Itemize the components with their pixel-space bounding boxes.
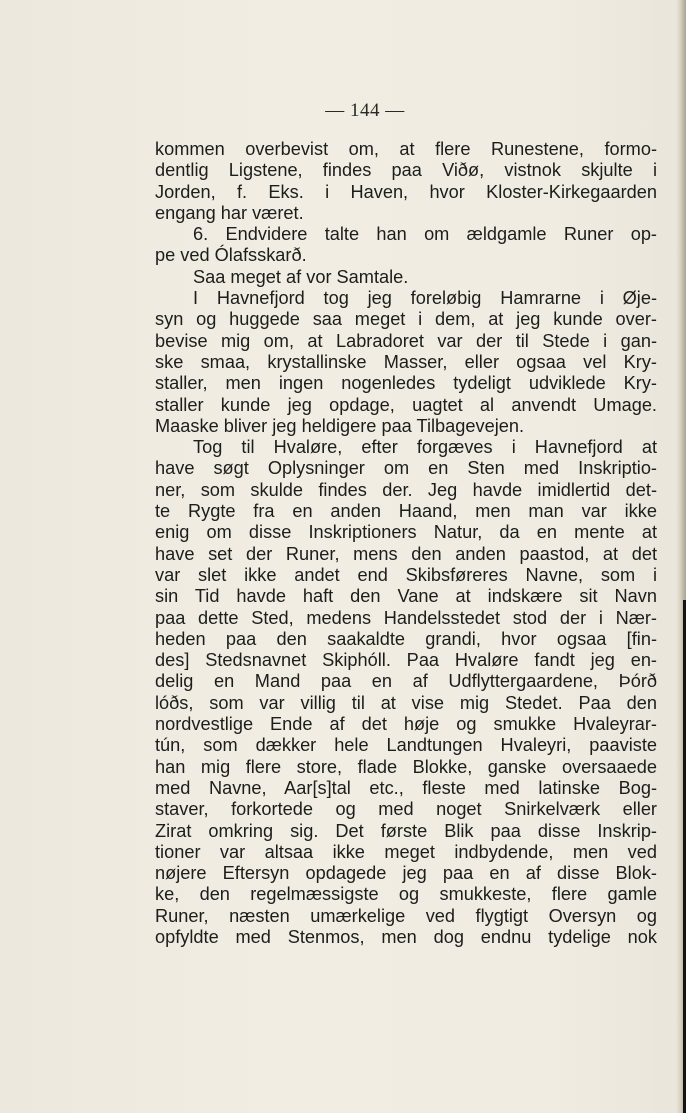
text-line: enig om disse Inskriptioners Natur, da en mente at [155, 522, 657, 543]
text-line: des] Stedsnavnet Skiphóll. Paa Hvaløre fandt jeg en- [155, 650, 657, 671]
text-line: ke, den regelmæssigste og smukkeste, flere gamle [155, 884, 657, 905]
text-line: I Havnefjord tog jeg foreløbig Hamrarne i Øje- [193, 288, 657, 309]
text-line: Saa meget af vor Samtale. [193, 266, 409, 287]
text-line: staller kunde jeg opdage, uagtet al anvendt Umage. [155, 394, 657, 415]
text-line: Jorden, f. Eks. i Haven, hvor Kloster-Kirkegaarden [155, 181, 657, 202]
text-line: nøjere Eftersyn opdagede jeg paa en af disse Blok- [155, 863, 657, 884]
text-line: kommen overbevist om, at flere Runestene, formo- [155, 139, 657, 159]
text-line: sin Tid havde haft den Vane at indskære sit Navn [155, 586, 657, 607]
text-line: med Navne, Aar[s]tal etc., fleste med latinske Bog- [155, 777, 657, 798]
text-line: paa dette Sted, medens Handelsstedet stod der i Nær- [155, 607, 657, 628]
text-line: bevise mig om, at Labradoret var der til Stede i gan- [155, 330, 657, 351]
text-line: opfyldte med Stenmos, men dog endnu tydelige nok [155, 926, 657, 947]
page-number: — 144 — [325, 100, 405, 121]
text-line: staller, men ingen nogenledes tydeligt udviklede Kry- [155, 373, 657, 394]
text-line: ner, som skulde findes der. Jeg havde imidlertid det- [155, 479, 657, 500]
text-line: Maaske bliver jeg heldigere paa Tilbagevejen. [155, 415, 525, 436]
text-line: pe ved Ólafsskarð. [155, 245, 307, 266]
text-line: engang har været. [155, 202, 304, 223]
text-line: delig en Mand paa en af Udflyttergaardene, Þórð [155, 671, 657, 692]
text-line: lóðs, som var villig til at vise mig Stedet. Paa den [155, 692, 657, 713]
text-line: var slet ikke andet end Skibsføreres Navne, som i [155, 564, 657, 585]
text-line: heden paa den saakaldte grandi, hvor ogsaa [fin- [155, 628, 657, 649]
text-line: ske smaa, krystallinske Masser, eller ogsaa vel Kry- [155, 351, 657, 372]
text-line: have søgt Oplysninger om en Sten med Inskriptio- [155, 458, 657, 479]
text-line: staver, forkortede og med noget Snirkelværk eller [155, 799, 657, 820]
text-line: Runer, næsten umærkelige ved flygtigt Oversyn og [155, 905, 657, 926]
body-text [155, 139, 657, 948]
text-line: te Rygte fra en anden Haand, men man var ikke [155, 501, 657, 522]
text-line: tioner var altsaa ikke meget indbydende, men ved [155, 841, 657, 862]
text-line: han mig flere store, flade Blokke, ganske oversaaede [155, 756, 657, 777]
text-line: 6. Endvidere talte han om ældgamle Runer op- [193, 224, 657, 245]
text-line: nordvestlige Ende af det høje og smukke Hvaleyrar- [155, 714, 657, 735]
text-line: tún, som dækker hele Landtungen Hvaleyri, paaviste [155, 735, 657, 756]
text-line: dentlig Ligstene, findes paa Viðø, vistnok skjulte i [155, 160, 657, 181]
text-line: have set der Runer, mens den anden paastod, at det [155, 543, 657, 564]
text-line: syn og huggede saa meget i dem, at jeg kunde over- [155, 309, 657, 330]
text-line: Zirat omkring sig. Det første Blik paa disse Inskrip- [155, 820, 657, 841]
text-line: Tog til Hvaløre, efter forgæves i Havnefjord at [193, 437, 657, 458]
